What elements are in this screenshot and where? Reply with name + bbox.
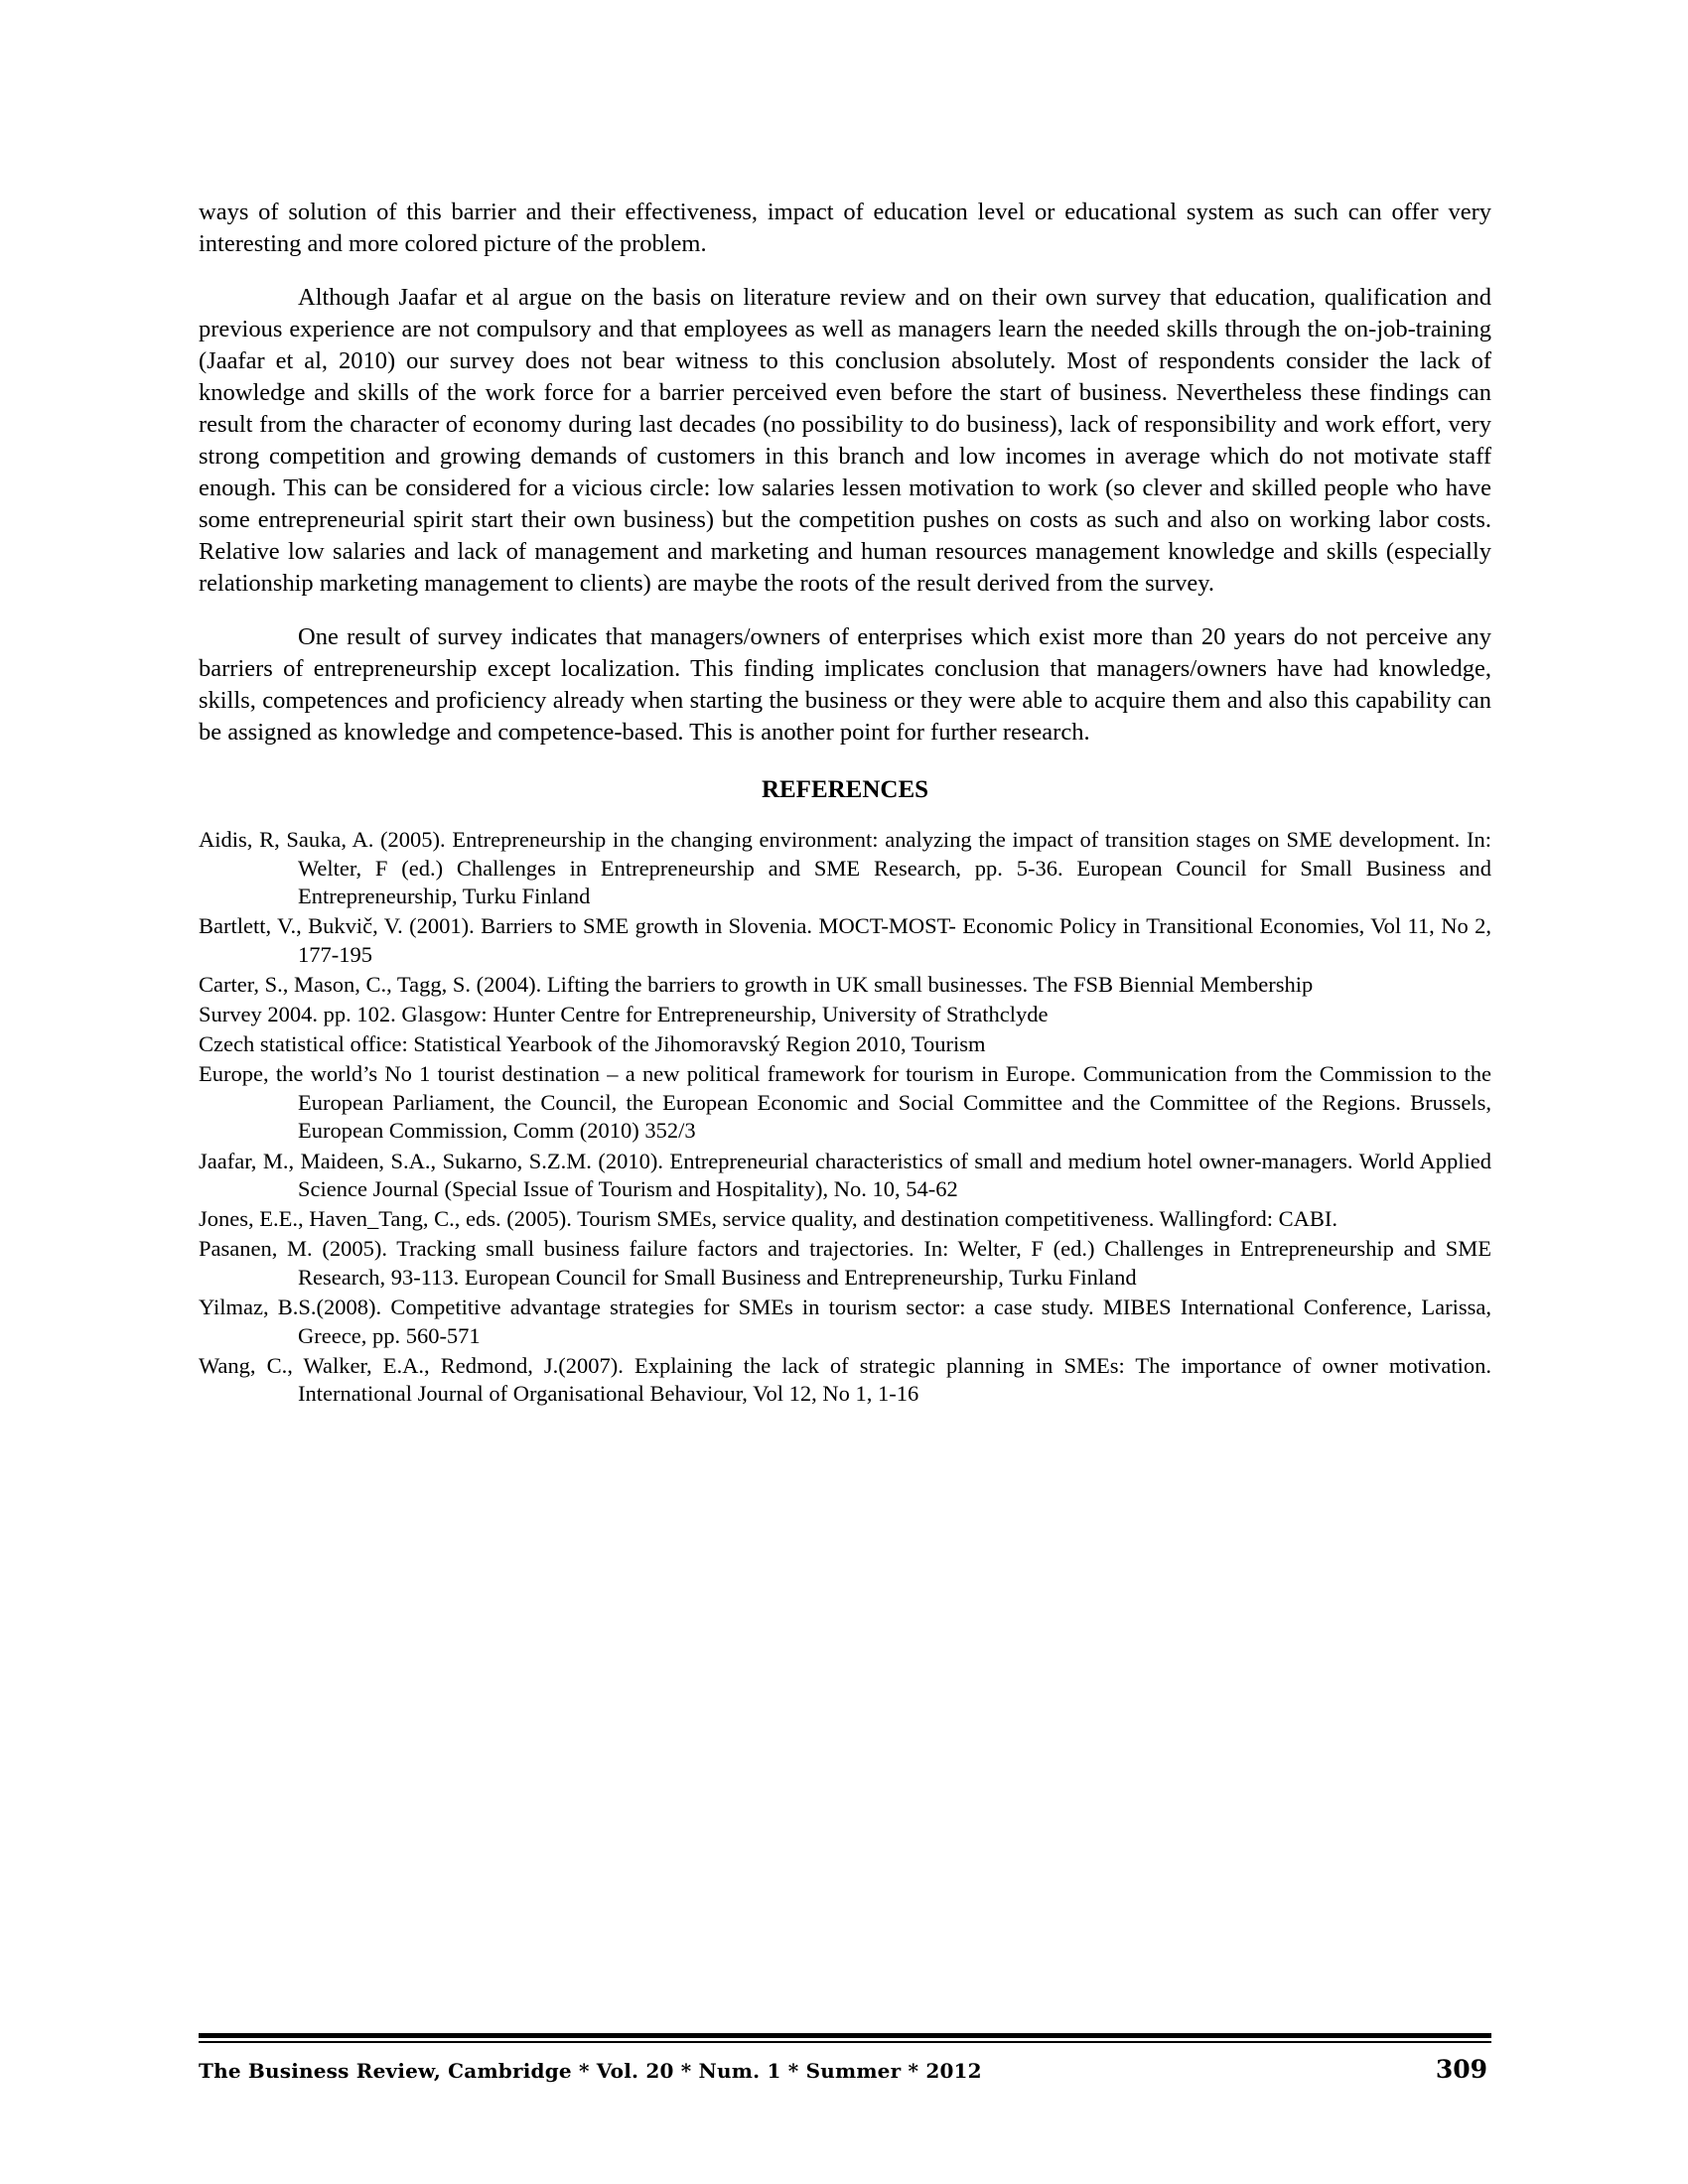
reference-item: Carter, S., Mason, C., Tagg, S. (2004). Lifting the barriers to growth in UK small businesses. The FSB Biennial Membership — [199, 971, 1314, 997]
page-footer — [199, 2033, 1491, 2084]
reference-item: Aidis, R, Sauka, A. (2005). Entrepreneurship in the changing environment: analyzing the impact of transition stages on SME development. In: Welter, F (ed.) Challenges in Entrepreneurship and SME Research, pp. 5-36. European Council for Small Business and Entrepreneurship, Turku Finland — [199, 827, 1491, 909]
footer-row — [199, 2055, 1491, 2084]
references-heading: REFERENCES — [761, 776, 929, 803]
reference-item: Bartlett, V., Bukvič, V. (2001). Barriers to SME growth in Slovenia. MOCT-MOST- Economic Policy in Transitional Economies, Vol 11, No 2, 177-195 — [199, 913, 1491, 967]
reference-item: Yilmaz, B.S.(2008). Competitive advantage strategies for SMEs in tourism sector: a case study. MIBES International Conference, Larissa, Greece, pp. 560-571 — [199, 1295, 1491, 1348]
page-content — [199, 197, 1491, 1410]
reference-item: Jones, E.E., Haven_Tang, C., eds. (2005). Tourism SMEs, service quality, and destination competitiveness. Wallingford: CABI. — [199, 1206, 1337, 1232]
reference-item: Czech statistical office: Statistical Yearbook of the Jihomoravský Region 2010, Tourism — [199, 1031, 986, 1057]
reference-item: Wang, C., Walker, E.A., Redmond, J.(2007). Explaining the lack of strategic planning in SMEs: The importance of owner motivation. International Journal of Organisational Behaviour, Vol 12, No 1, 1-16 — [199, 1352, 1491, 1407]
footer-rule-thick — [199, 2033, 1491, 2038]
footer-journal-citation: The Business Review, Cambridge * Vol. 20 * Num. 1 * Summer * 2012 — [199, 2059, 982, 2083]
reference-item: Jaafar, M., Maideen, S.A., Sukarno, S.Z.M. (2010). Entrepreneurial characteristics of small and medium hotel owner-managers. World Applied Science Journal (Special Issue of Tourism and Hospitality), No. 10, 54-62 — [199, 1148, 1491, 1202]
footer-rule-thin — [199, 2041, 1491, 2043]
page-number: 309 — [1435, 2055, 1487, 2084]
body-paragraph-2: Although Jaafar et al argue on the basis on literature review and on their own survey that education, qualification and previous experience are not compulsory and that employees as well as managers learn the needed skills through the on-job-training (Jaafar et al, 2010) our survey does not bear witness to this conclusion absolutely. Most of respondents consider the lack of knowledge and skills of the work force for a barrier perceived even before the start of business. Nevertheless these findings can result from the character of economy during last decades (no possibility to do business), lack of responsibility and work effort, very strong competition and growing demands of customers in this branch and low incomes in average which do not motivate staff enough. This can be considered for a vicious circle: low salaries lessen motivation to work (so clever and skilled people who have some entrepreneurial spirit start their own business) but the competition pushes on costs as such and also on working labor costs. Relative low salaries and lack of management and marketing and human resources management knowledge and skills (especially relationship marketing management to clients) are maybe the roots of the result derived from the survey. — [199, 284, 1491, 597]
reference-item: Survey 2004. pp. 102. Glasgow: Hunter Centre for Entrepreneurship, University of Strathclyde — [199, 1002, 1049, 1027]
references-list — [199, 826, 1491, 1409]
body-paragraph-1: ways of solution of this barrier and their effectiveness, impact of education level or educational system as such can offer very interesting and more colored picture of the problem. — [199, 199, 1491, 257]
body-paragraph-3: One result of survey indicates that managers/owners of enterprises which exist more than 20 years do not perceive any barriers of entrepreneurship except localization. This finding implicates conclusion that managers/owners have had knowledge, skills, competences and proficiency already when starting the business or they were able to acquire them and also this capability can be assigned as knowledge and competence-based. This is another point for further research. — [199, 623, 1491, 746]
reference-item: Pasanen, M. (2005). Tracking small business failure factors and trajectories. In: Welter, F (ed.) Challenges in Entrepreneurship and SME Research, 93-113. European Council for Small Business and Entrepreneurship, Turku Finland — [199, 1236, 1491, 1290]
reference-item: Europe, the world’s No 1 tourist destination – a new political framework for tourism in Europe. Communication from the Commission to the European Parliament, the Council, the European Economic and Social Committee and the Committee of the Regions. Brussels, European Commission, Comm (2010) 352/3 — [199, 1061, 1491, 1144]
